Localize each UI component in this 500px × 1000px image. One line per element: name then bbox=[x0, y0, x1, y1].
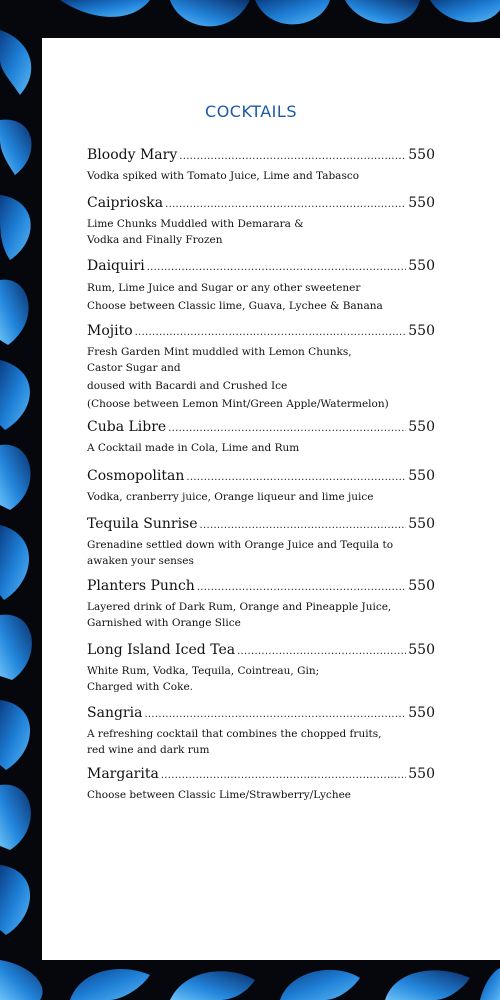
leader-dots bbox=[161, 767, 406, 785]
description-line: Layered drink of Dark Rum, Orange and Pineapple Juice, bbox=[87, 601, 392, 613]
description-line: Fresh Garden Mint muddled with Lemon Chunks, bbox=[87, 346, 352, 358]
menu-item-long-island-iced-tea bbox=[87, 641, 435, 695]
item-name: Long Island Iced Tea bbox=[87, 642, 236, 658]
description-line: Castor Sugar and bbox=[87, 362, 181, 374]
item-description bbox=[87, 537, 435, 569]
item-description bbox=[87, 168, 435, 184]
item-name: Tequila Sunrise bbox=[87, 516, 198, 532]
menu-item-bloody-mary bbox=[87, 146, 435, 184]
description-line: A Cocktail made in Cola, Lime and Rum bbox=[87, 442, 300, 454]
description-line: White Rum, Vodka, Tequila, Cointreau, Gin; bbox=[87, 665, 320, 677]
leader-dots bbox=[168, 420, 406, 438]
item-description bbox=[87, 344, 435, 412]
leader-dots bbox=[200, 517, 407, 535]
menu-item-daiquiri bbox=[87, 257, 435, 315]
description-line: Garnished with Orange Slice bbox=[87, 617, 241, 629]
leader-dots bbox=[144, 706, 406, 724]
item-name: Bloody Mary bbox=[87, 147, 178, 163]
menu-item-tequila-sunrise bbox=[87, 515, 435, 569]
section-title: COCKTAILS bbox=[205, 102, 297, 121]
description-line: red wine and dark rum bbox=[87, 744, 210, 756]
item-name: Planters Punch bbox=[87, 578, 195, 594]
menu-panel bbox=[42, 38, 500, 960]
menu-item-sangria bbox=[87, 704, 435, 758]
item-price: 550 bbox=[408, 258, 435, 274]
item-name: Daiquiri bbox=[87, 258, 145, 274]
item-price: 550 bbox=[408, 147, 435, 163]
description-line: Vodka, cranberry juice, Orange liqueur and lime juice bbox=[87, 491, 374, 503]
description-line: Lime Chunks Muddled with Demarara & bbox=[87, 218, 304, 230]
description-line: A refreshing cocktail that combines the chopped fruits, bbox=[87, 728, 382, 740]
description-line: Vodka spiked with Tomato Juice, Lime and Tabasco bbox=[87, 170, 360, 182]
leader-dots bbox=[179, 148, 406, 166]
item-price: 550 bbox=[408, 516, 435, 532]
item-description bbox=[87, 216, 435, 248]
leader-dots bbox=[135, 324, 407, 342]
leader-dots bbox=[197, 579, 406, 597]
item-name: Caiprioska bbox=[87, 195, 164, 211]
menu-item-cosmopolitan bbox=[87, 467, 435, 505]
item-price: 550 bbox=[408, 578, 435, 594]
menu-item-mojito bbox=[87, 322, 435, 412]
item-name: Cuba Libre bbox=[87, 419, 167, 435]
leader-dots bbox=[186, 469, 406, 487]
menu-item-margarita bbox=[87, 765, 435, 803]
description-line: Rum, Lime Juice and Sugar or any other sweetener bbox=[87, 282, 361, 294]
item-description bbox=[87, 726, 435, 758]
item-description bbox=[87, 489, 435, 505]
item-name: Margarita bbox=[87, 766, 159, 782]
description-line: Grenadine settled down with Orange Juice and Tequila to bbox=[87, 539, 394, 551]
item-price: 550 bbox=[408, 468, 435, 484]
menu-item-planters-punch bbox=[87, 577, 435, 631]
description-line: Choose between Classic Lime/Strawberry/Lychee bbox=[87, 789, 352, 801]
item-price: 550 bbox=[408, 642, 435, 658]
leader-dots bbox=[237, 643, 406, 661]
item-description bbox=[87, 787, 435, 803]
menu-item-caiprioska bbox=[87, 194, 435, 248]
description-line: (Choose between Lemon Mint/Green Apple/Watermelon) bbox=[87, 398, 389, 410]
item-price: 550 bbox=[408, 195, 435, 211]
menu-item-cuba-libre bbox=[87, 418, 435, 456]
item-name: Mojito bbox=[87, 323, 133, 339]
item-description bbox=[87, 599, 435, 631]
item-price: 550 bbox=[408, 766, 435, 782]
description-line: Vodka and Finally Frozen bbox=[87, 234, 223, 246]
item-name: Sangria bbox=[87, 705, 143, 721]
item-description bbox=[87, 279, 435, 315]
item-price: 550 bbox=[408, 419, 435, 435]
leader-dots bbox=[165, 196, 406, 214]
description-line: doused with Bacardi and Crushed Ice bbox=[87, 380, 288, 392]
item-description bbox=[87, 663, 435, 695]
item-description bbox=[87, 440, 435, 456]
description-line: Choose between Classic lime, Guava, Lychee & Banana bbox=[87, 300, 383, 312]
description-line: Charged with Coke. bbox=[87, 681, 194, 693]
description-line: awaken your senses bbox=[87, 555, 194, 567]
item-price: 550 bbox=[408, 323, 435, 339]
item-price: 550 bbox=[408, 705, 435, 721]
leader-dots bbox=[147, 259, 407, 277]
item-name: Cosmopolitan bbox=[87, 468, 185, 484]
